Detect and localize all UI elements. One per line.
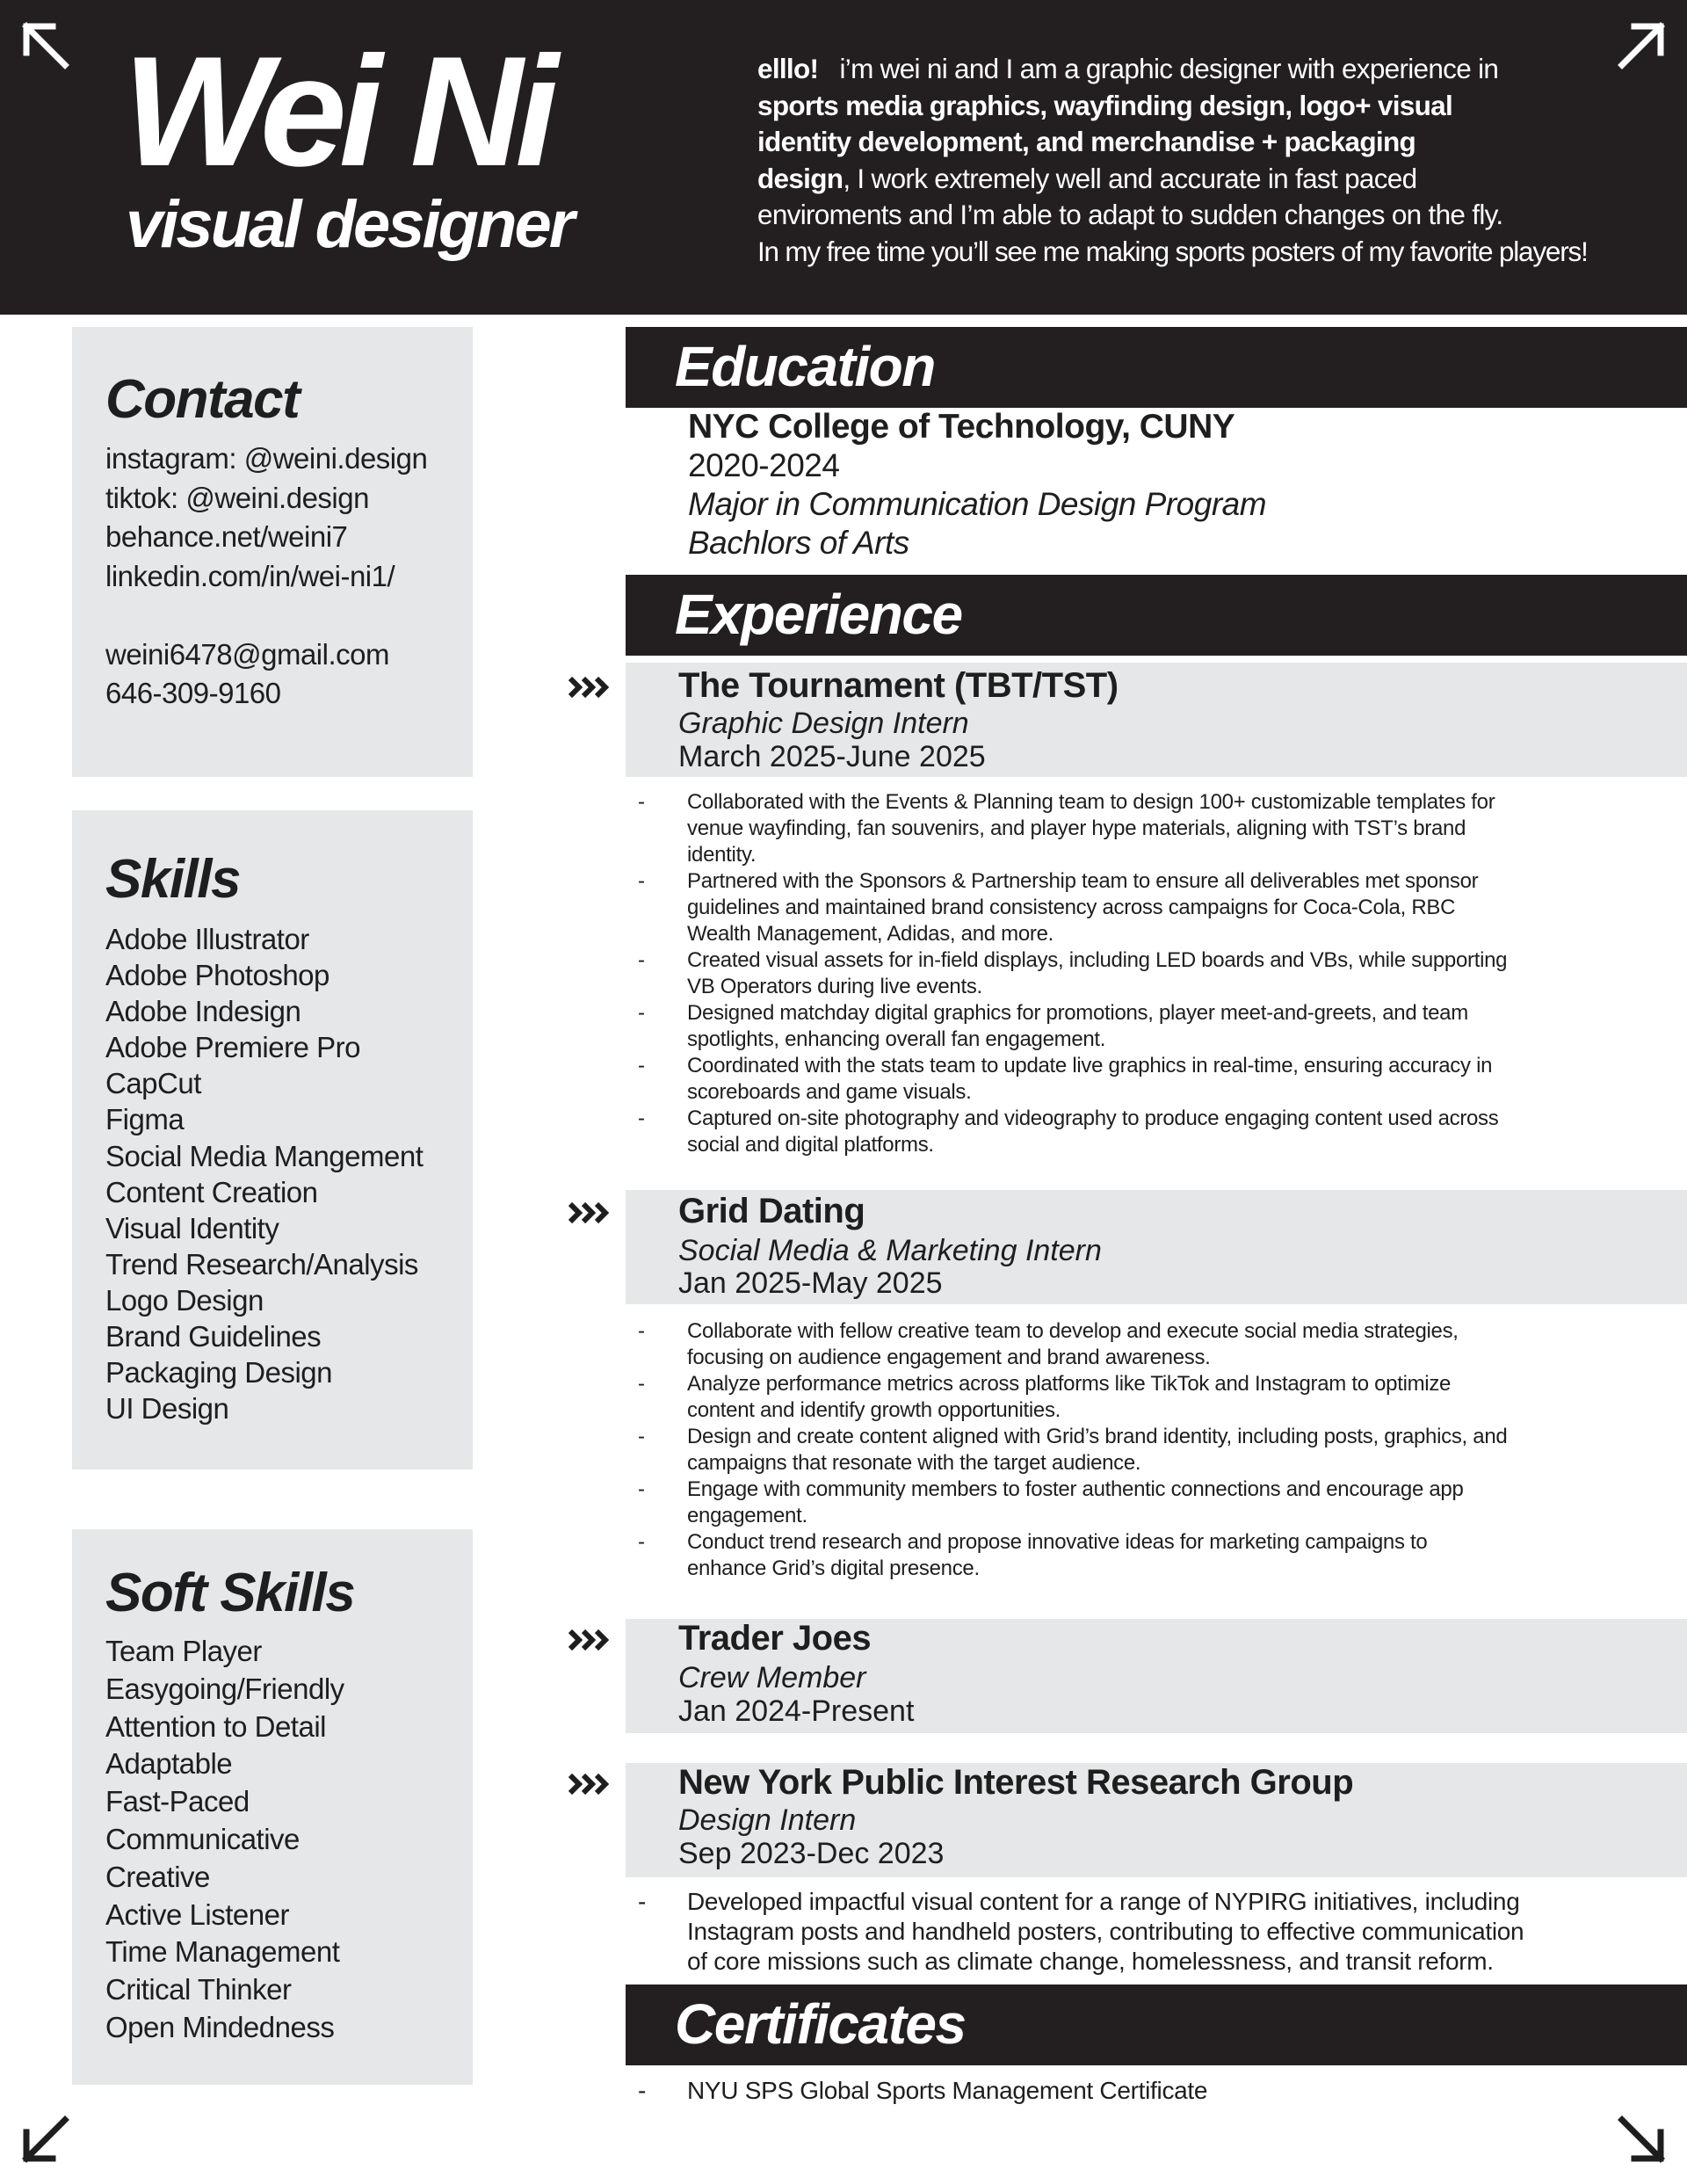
skill-item: Adobe Illustrator [105,923,309,955]
job-bullet [634,1318,1618,1371]
job-position: Graphic Design Intern [678,707,969,740]
job-dates: Jan 2025-May 2025 [678,1266,943,1300]
job-bullets [634,789,1618,1158]
intro-line-1: i’m wei ni and I am a graphic designer with experience in [818,53,1499,84]
skill-item: Brand Guidelines [105,1320,322,1353]
bullet-line: content and identify growth opportunities. [687,1398,1061,1422]
job-header [626,1763,1687,1877]
contact-linkedin[interactable]: linkedin.com/in/wei-ni1/ [105,559,395,592]
job-bullet [634,1371,1618,1424]
contact-panel [72,327,473,777]
job-position: Crew Member [678,1661,866,1694]
skill-item: Content Creation [105,1175,318,1208]
bullet-line: engagement. [687,1504,807,1527]
job-position: Social Media & Marketing Intern [678,1234,1102,1267]
job-bullet [634,1529,1618,1582]
intro-line [757,51,1636,88]
bullet-line: - Design and create content aligned with Grid’s brand identity, including posts, graphics, and [687,1425,1508,1448]
header-banner [0,0,1687,315]
bullet-line: identity. [687,843,757,867]
education-major: Major in Communication Design Program [688,486,1267,522]
education-entry [688,408,1266,562]
job-dates: Sep 2023-Dec 2023 [678,1837,945,1870]
soft-skill-item: Communicative [105,1822,300,1855]
bullet-line: scoreboards and game visuals. [687,1080,972,1104]
bullet-line: - Captured on-site photography and videography to produce engaging content used across [687,1107,1499,1130]
skill-item: Figma [105,1103,185,1136]
skills-panel [72,810,473,1469]
soft-skill-item: Active Listener [105,1897,289,1931]
education-years: 2020-2024 [688,447,840,483]
contact-spacer [105,596,427,635]
skill-item: Adobe Premiere Pro [105,1031,360,1064]
skill-item: Adobe Photoshop [105,959,329,992]
job-bullet [634,868,1618,947]
soft-skill-item: Attention to Detail [105,1709,326,1743]
certificate-item: - NYU SPS Global Sports Management Certificate [634,2076,1618,2106]
intro-paragraph [757,51,1636,270]
bullet-line: - Engage with community members to foster authentic connections and encourage app [687,1477,1464,1501]
role-heading: visual designer [126,187,573,262]
triple-chevron-icon [567,1201,614,1225]
arrow-up-left-icon [19,19,72,72]
job-bullets [634,1318,1618,1582]
education-school: NYC College of Technology, CUNY [688,408,1235,446]
bullet-line: - Created visual assets for in-field displays, including LED boards and VBs, while supporting [687,948,1508,972]
bullet-line: enhance Grid’s digital presence. [687,1556,980,1580]
bullet-line: - Collaborate with fellow creative team to develop and execute social media strategies, [687,1319,1459,1343]
arrow-down-left-icon [19,2113,72,2166]
experience-header [626,575,1687,656]
soft-skill-item: Time Management [105,1935,340,1969]
intro-line-6: In my free time you’ll see me making sports posters of my favorite players! [757,235,1588,267]
certificates-header [626,1984,1687,2065]
bullet-line: spotlights, enhancing overall fan engagement. [687,1027,1106,1051]
bullet-line: of core missions such as climate change, homelessness, and transit reform. [687,1948,1494,1975]
soft-skill-item: Creative [105,1860,210,1893]
job-bullet [634,1000,1618,1053]
intro-line-2: sports media graphics, wayfinding design, logo+ visual [757,89,1452,121]
skill-item: Packaging Design [105,1356,332,1389]
bullet-line: Instagram posts and handheld posters, contributing to effective communication [687,1918,1524,1945]
intro-greeting: elllo! [757,53,819,84]
intro-line [757,161,1636,198]
bullet-line: - Coordinated with the stats team to update live graphics in real-time, ensuring accuracy in [687,1054,1493,1077]
intro-line-4: , I work extremely well and accurate in fast paced [843,162,1417,194]
job-bullet [634,789,1618,868]
triple-chevron-icon [567,1628,614,1652]
skill-item: Adobe Indesign [105,995,301,1028]
bullet-line: - Developed impactful visual content for a range of NYPIRG initiatives, including [687,1888,1520,1915]
skill-item: Visual Identity [105,1211,279,1244]
education-header [626,327,1687,408]
soft-skill-item: Team Player [105,1635,262,1667]
job-dates: March 2025-June 2025 [678,740,986,773]
job-header [626,1619,1687,1733]
soft-skills-title: Soft Skills [105,1563,355,1623]
job-bullets [634,1887,1618,1977]
bullet-line: Wealth Management, Adidas, and more. [687,922,1054,946]
job-bullet [634,1477,1618,1529]
contact-instagram[interactable]: instagram: @weini.design [105,442,428,475]
skill-item: Trend Research/Analysis [105,1247,418,1281]
name-heading: Wei Ni [123,24,551,199]
bullet-line: venue wayfinding, fan souvenirs, and player hype materials, aligning with TST’s brand [687,816,1466,840]
soft-skill-item: Easygoing/Friendly [105,1672,344,1705]
job-header [626,663,1687,777]
bullet-line: VB Operators during live events. [687,975,982,998]
skills-title: Skills [105,849,240,910]
bullet-line: focusing on audience engagement and brand awareness. [687,1346,1211,1369]
job-company: Grid Dating [678,1192,865,1230]
contact-behance[interactable]: behance.net/weini7 [105,520,348,553]
intro-line-3: identity development, and merchandise + packaging [757,126,1416,157]
soft-skill-item: Fast-Paced [105,1785,250,1818]
job-company: Trader Joes [678,1619,872,1658]
job-bullet [634,1106,1618,1158]
skills-list [105,921,423,1426]
triple-chevron-icon [567,1772,614,1796]
soft-skills-list [105,1633,344,2047]
bullet-line: - Designed matchday digital graphics for promotions, player meet-and-greets, and team [687,1001,1468,1025]
job-bullet [634,1053,1618,1106]
contact-phone[interactable]: 646-309-9160 [105,677,281,709]
bullet-line: campaigns that resonate with the target audience. [687,1451,1141,1475]
education-title: Education [675,335,935,398]
skill-item: Social Media Mangement [105,1139,424,1172]
soft-skill-item: Critical Thinker [105,1973,292,2006]
intro-line-5: enviroments and I’m able to adapt to sudden changes on the fly. [757,199,1503,230]
soft-skill-item: Adaptable [105,1747,233,1781]
contact-tiktok[interactable]: tiktok: @weini.design [105,481,369,514]
education-degree: Bachlors of Arts [688,525,909,561]
triple-chevron-icon [567,675,614,700]
skill-item: Logo Design [105,1283,264,1317]
bullet-line: - Conduct trend research and propose innovative ideas for marketing campaigns to [687,1530,1428,1554]
skill-item: UI Design [105,1392,229,1426]
job-bullet [634,947,1618,1000]
certificates-title: Certificates [675,1992,966,2056]
bullet-line: social and digital platforms. [687,1133,934,1157]
intro-line-4-bold: design [757,162,844,194]
soft-skill-item: Open Mindedness [105,2010,335,2043]
bullet-line: - Analyze performance metrics across platforms like TikTok and Instagram to optimize [687,1372,1452,1396]
soft-skills-panel [72,1529,473,2085]
arrow-down-right-icon [1615,2113,1668,2166]
bullet-line: - Partnered with the Sponsors & Partnership team to ensure all deliverables met sponsor [687,869,1479,893]
contact-list [105,439,427,714]
contact-email[interactable]: weini6478@gmail.com [105,637,389,671]
certificates-list [634,2076,1618,2106]
job-header [626,1190,1687,1304]
job-position: Design Intern [678,1803,857,1837]
bullet-line: guidelines and maintained brand consistency across campaigns for Coca-Cola, RBC [687,896,1456,919]
skill-item: CapCut [105,1067,201,1100]
job-dates: Jan 2024-Present [678,1694,915,1728]
job-bullet [634,1424,1618,1477]
bullet-line: - Collaborated with the Events & Planning team to design 100+ customizable templates for [687,790,1495,814]
job-company: New York Public Interest Research Group [678,1763,1354,1802]
experience-title: Experience [675,583,962,646]
job-company: The Tournament (TBT/TST) [678,666,1119,705]
contact-title: Contact [105,369,300,430]
job-bullet [634,1887,1618,1977]
